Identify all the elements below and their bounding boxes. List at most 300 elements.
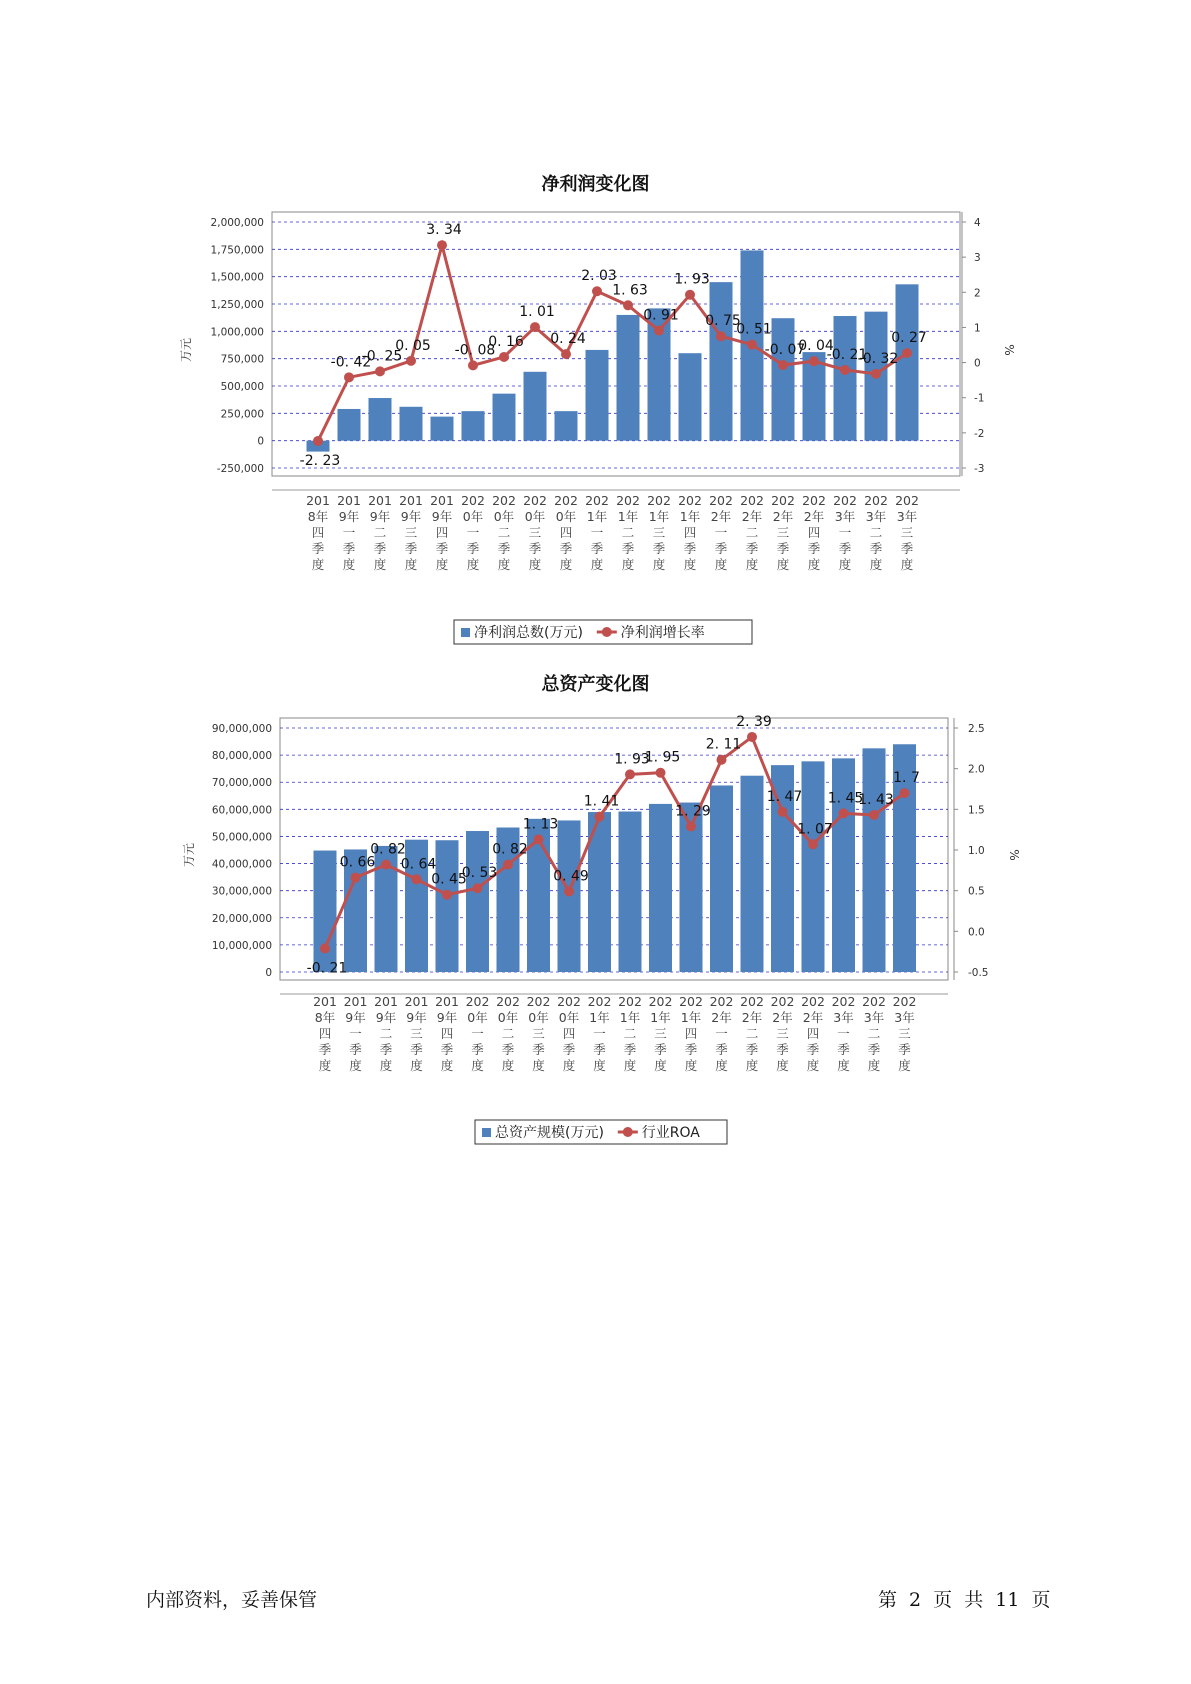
data-label: -2. 23 <box>299 452 341 469</box>
legend-bar-label: 总资产规模(万元) <box>495 1125 604 1141</box>
x-tick-label: 季 <box>714 541 728 556</box>
x-tick-label: 201 <box>313 994 337 1009</box>
x-tick-label: 202 <box>616 493 640 508</box>
y-tick-label: 0 <box>257 435 264 448</box>
x-tick-label: 度 <box>898 1058 911 1073</box>
y-tick-label: -250,000 <box>216 463 264 475</box>
x-tick-label: 季 <box>532 1042 545 1057</box>
bar <box>466 831 489 972</box>
data-label: 1. 47 <box>766 788 803 805</box>
x-tick-label: 季 <box>869 541 883 556</box>
x-tick-label: 202 <box>862 994 886 1009</box>
line-point <box>592 286 602 296</box>
x-tick-label: 2年 <box>772 509 794 524</box>
x-tick-label: 9年 <box>345 1010 366 1025</box>
x-tick-label: 四 <box>806 1026 820 1041</box>
data-label: 0. 82 <box>370 841 406 858</box>
y-tick-label: 1,500,000 <box>210 271 264 284</box>
net-profit-chart <box>0 160 1191 641</box>
x-tick-label: 度 <box>807 557 821 572</box>
x-tick-label: 一 <box>466 525 480 540</box>
x-tick-label: 202 <box>892 994 917 1009</box>
data-label: 1. 43 <box>858 792 894 809</box>
x-tick-label: 三 <box>654 1026 667 1041</box>
y-tick-label: 90,000,000 <box>211 723 272 735</box>
x-tick-label: 二 <box>379 1026 393 1041</box>
bar <box>863 748 886 972</box>
data-label: 1. 93 <box>614 751 650 768</box>
x-tick-label: 度 <box>684 1058 698 1073</box>
line-point <box>685 290 695 300</box>
bar <box>524 372 547 441</box>
x-tick-label: 季 <box>373 541 387 556</box>
x-tick-label: 9年 <box>431 509 453 524</box>
x-tick-label: 度 <box>900 557 914 572</box>
x-tick-label: 201 <box>435 994 459 1009</box>
bar <box>679 353 702 440</box>
line-point <box>840 365 850 375</box>
x-tick-label: 季 <box>318 1042 332 1057</box>
chart-title: 总资产变化图 <box>541 674 650 695</box>
x-tick-label: 0年 <box>467 1010 488 1025</box>
x-tick-label: 202 <box>496 994 520 1009</box>
data-label: 0. 45 <box>431 871 467 888</box>
x-tick-label: 季 <box>410 1042 423 1057</box>
x-tick-label: 202 <box>864 493 888 508</box>
x-tick-label: 季 <box>562 1042 576 1057</box>
x-tick-label: 季 <box>590 541 604 556</box>
bar <box>802 761 825 972</box>
y-tick-label: 1,250,000 <box>210 299 264 311</box>
y-tick-label: 70,000,000 <box>211 777 272 790</box>
data-label: 0. 91 <box>643 307 679 324</box>
x-tick-label: 202 <box>648 994 673 1009</box>
data-label: 3. 34 <box>426 222 462 239</box>
data-label: 0. 27 <box>891 330 927 347</box>
legend-bar-label: 净利润总数(万元) <box>474 625 583 641</box>
x-tick-label: 202 <box>831 994 856 1009</box>
x-tick-label: 2年 <box>710 509 732 524</box>
x-tick-label: 度 <box>410 1058 423 1073</box>
data-label: 0. 66 <box>339 854 376 871</box>
x-tick-label: 1年 <box>650 1010 671 1025</box>
x-tick-label: 202 <box>618 994 642 1009</box>
line-point <box>809 356 819 366</box>
x-tick-label: 1年 <box>617 509 639 524</box>
x-tick-label: 度 <box>867 1058 881 1073</box>
x-tick-label: 三 <box>776 1026 789 1041</box>
total-assets-chart <box>0 660 1191 1141</box>
line-point <box>716 331 726 341</box>
line-point <box>656 768 666 778</box>
line-point <box>595 812 605 822</box>
x-tick-label: 202 <box>523 493 547 508</box>
x-tick-label: 1年 <box>589 1010 610 1025</box>
x-tick-label: 度 <box>869 557 883 572</box>
x-tick-label: 季 <box>497 541 511 556</box>
y-tick-label: 60,000,000 <box>211 804 272 817</box>
x-tick-label: 9年 <box>338 509 360 524</box>
x-tick-label: 1年 <box>648 509 670 524</box>
x-tick-label: 202 <box>647 493 671 508</box>
x-tick-label: 0年 <box>524 509 546 524</box>
net-profit-chart-svg <box>0 200 1191 660</box>
x-tick-label: 202 <box>492 493 516 508</box>
x-tick-label: 季 <box>440 1042 454 1057</box>
x-tick-label: 9年 <box>406 1010 427 1025</box>
x-tick-label: 季 <box>471 1042 484 1057</box>
y-tick-label: 250,000 <box>220 408 264 421</box>
x-tick-label: 0年 <box>493 509 515 524</box>
x-tick-label: 度 <box>776 557 790 572</box>
y2-tick-label: 0 <box>974 357 981 370</box>
x-tick-label: 季 <box>559 541 573 556</box>
data-label: 0. 82 <box>492 841 528 858</box>
y2-axis-title: % <box>1007 849 1021 861</box>
x-tick-label: 度 <box>745 557 759 572</box>
data-label: -0. 42 <box>330 354 372 371</box>
line-point <box>320 943 330 953</box>
bar <box>619 812 642 972</box>
x-tick-label: 8年 <box>314 1010 336 1025</box>
y2-tick-label: -3 <box>974 463 985 475</box>
y-tick-label: 2,000,000 <box>210 217 264 229</box>
line-point <box>381 860 391 870</box>
line-point <box>778 360 788 370</box>
x-tick-label: 度 <box>471 1058 484 1073</box>
x-tick-label: 度 <box>562 1058 576 1073</box>
x-tick-label: 四 <box>435 525 449 540</box>
y2-tick-label: 4 <box>974 217 981 229</box>
x-tick-label: 一 <box>715 1026 728 1041</box>
x-tick-label: 二 <box>621 525 635 540</box>
legend-line-label: 行业ROA <box>641 1125 700 1141</box>
y-tick-label: 1,750,000 <box>210 244 264 257</box>
y2-tick-label: -0.5 <box>968 967 989 979</box>
line-point <box>778 807 788 817</box>
x-tick-label: 2年 <box>711 1010 732 1025</box>
x-tick-label: 201 <box>343 994 368 1009</box>
x-tick-label: 度 <box>715 1058 728 1073</box>
x-tick-label: 201 <box>337 493 361 508</box>
x-tick-label: 四 <box>559 525 573 540</box>
x-tick-label: 2年 <box>741 509 763 524</box>
legend <box>454 620 752 644</box>
line-point <box>499 352 509 362</box>
data-label: -0. 21 <box>826 346 868 363</box>
x-tick-label: 二 <box>867 1026 881 1041</box>
line-point <box>468 360 478 370</box>
x-tick-label: 2年 <box>772 1010 793 1025</box>
x-tick-label: 一 <box>714 525 728 540</box>
x-tick-label: 202 <box>709 493 733 508</box>
x-tick-label: 一 <box>593 1026 606 1041</box>
bar <box>436 840 459 972</box>
data-label: 0. 51 <box>736 321 772 338</box>
x-tick-label: 季 <box>898 1042 911 1057</box>
line-point <box>561 349 571 359</box>
x-tick-label: 201 <box>368 493 392 508</box>
bar <box>617 315 640 441</box>
x-tick-label: 9年 <box>400 509 422 524</box>
x-tick-label: 3年 <box>894 1010 915 1025</box>
x-tick-label: 二 <box>623 1026 637 1041</box>
line-point <box>747 340 757 350</box>
x-tick-label: 四 <box>311 525 325 540</box>
x-tick-label: 度 <box>318 1058 332 1073</box>
bar <box>741 776 764 972</box>
x-tick-label: 三 <box>528 525 542 540</box>
x-tick-label: 三 <box>652 525 666 540</box>
y-tick-label: 80,000,000 <box>211 750 272 763</box>
data-label: 1. 45 <box>827 790 864 807</box>
y2-tick-label: 2.0 <box>968 763 985 776</box>
data-label: -0. 08 <box>454 342 496 359</box>
bar <box>649 804 672 972</box>
legend-bar-swatch <box>482 1128 491 1137</box>
data-label: 2. 03 <box>581 268 617 285</box>
x-tick-label: 202 <box>461 493 485 508</box>
bar <box>493 394 516 441</box>
x-tick-label: 季 <box>528 541 542 556</box>
data-label: 1. 29 <box>675 803 711 820</box>
x-tick-label: 季 <box>900 541 914 556</box>
x-tick-label: 四 <box>562 1026 576 1041</box>
x-tick-label: 四 <box>440 1026 454 1041</box>
legend-line-label: 净利润增长率 <box>620 625 705 641</box>
x-tick-label: 季 <box>379 1042 393 1057</box>
data-label: 0. 16 <box>488 333 524 350</box>
x-tick-label: 季 <box>342 541 356 556</box>
x-tick-label: 度 <box>404 557 418 572</box>
data-label: 0. 75 <box>705 313 741 330</box>
bar <box>710 785 733 972</box>
x-tick-label: 度 <box>714 557 728 572</box>
x-tick-label: 季 <box>867 1042 881 1057</box>
x-tick-label: 度 <box>776 1058 789 1073</box>
y-tick-label: 30,000,000 <box>211 885 272 898</box>
line-point <box>747 732 757 742</box>
footer-page-number: 第 2 页 共 11 页 <box>878 1589 1051 1611</box>
data-label: 1. 63 <box>612 282 648 299</box>
bar <box>555 411 578 441</box>
x-tick-label: 度 <box>806 1058 820 1073</box>
line-point <box>344 372 354 382</box>
x-tick-label: 2年 <box>802 1010 824 1025</box>
x-tick-label: 3年 <box>896 509 918 524</box>
y2-tick-label: 1 <box>974 322 981 335</box>
bar <box>834 316 857 441</box>
bar <box>431 417 454 441</box>
x-tick-label: 季 <box>806 1042 820 1057</box>
y-tick-label: 50,000,000 <box>211 831 272 844</box>
x-tick-label: 季 <box>807 541 821 556</box>
x-tick-label: 二 <box>869 525 883 540</box>
x-tick-label: 季 <box>311 541 325 556</box>
y2-tick-label: -1 <box>974 392 985 405</box>
x-tick-label: 202 <box>801 994 825 1009</box>
bar <box>369 398 392 441</box>
x-tick-label: 9年 <box>436 1010 458 1025</box>
x-tick-label: 度 <box>373 557 387 572</box>
x-tick-label: 度 <box>349 1058 362 1073</box>
y-tick-label: 20,000,000 <box>211 912 272 925</box>
y2-axis-title: % <box>1002 344 1016 356</box>
x-tick-label: 9年 <box>369 509 391 524</box>
x-tick-label: 0年 <box>555 509 577 524</box>
x-tick-label: 度 <box>590 557 604 572</box>
line-point <box>902 348 912 358</box>
x-tick-label: 度 <box>745 1058 759 1073</box>
x-tick-label: 二 <box>745 525 759 540</box>
x-tick-label: 202 <box>554 493 578 508</box>
x-tick-label: 度 <box>440 1058 454 1073</box>
data-label: 0. 04 <box>798 338 834 355</box>
x-tick-label: 度 <box>559 557 573 572</box>
line-point <box>686 821 696 831</box>
line-point <box>351 873 361 883</box>
x-tick-label: 202 <box>587 994 612 1009</box>
data-label: 0. 24 <box>550 331 586 348</box>
data-label: 2. 39 <box>736 713 772 730</box>
x-tick-label: 度 <box>342 557 356 572</box>
bar <box>462 411 485 441</box>
bar <box>400 407 423 441</box>
x-tick-label: 0年 <box>462 509 484 524</box>
x-tick-label: 三 <box>900 525 914 540</box>
x-tick-label: 季 <box>837 1042 850 1057</box>
line-point <box>717 755 727 765</box>
x-tick-label: 一 <box>837 1026 850 1041</box>
x-tick-label: 0年 <box>528 1010 549 1025</box>
line-point <box>534 834 544 844</box>
x-tick-label: 季 <box>683 541 697 556</box>
x-tick-label: 三 <box>898 1026 911 1041</box>
x-tick-label: 202 <box>679 994 703 1009</box>
x-tick-label: 一 <box>590 525 604 540</box>
line-point <box>473 883 483 893</box>
x-tick-label: 202 <box>802 493 826 508</box>
x-tick-label: 三 <box>410 1026 423 1041</box>
data-label: 1. 7 <box>893 770 920 787</box>
x-tick-label: 202 <box>465 994 490 1009</box>
x-tick-label: 202 <box>833 493 857 508</box>
data-label: 1. 93 <box>674 271 710 288</box>
y-axis-title: 万元 <box>179 337 193 363</box>
bar <box>586 350 609 441</box>
x-tick-label: 202 <box>740 994 764 1009</box>
y-tick-label: 40,000,000 <box>211 858 272 871</box>
x-tick-label: 季 <box>838 541 852 556</box>
x-tick-label: 季 <box>466 541 480 556</box>
bar <box>338 409 361 441</box>
data-label: 1. 95 <box>644 749 681 766</box>
y2-tick-label: -2 <box>974 427 985 440</box>
x-tick-label: 度 <box>623 1058 637 1073</box>
line-point <box>869 810 879 820</box>
y-axis-title: 万元 <box>182 842 196 868</box>
x-tick-label: 度 <box>837 1058 850 1073</box>
x-tick-label: 一 <box>342 525 356 540</box>
x-tick-label: 季 <box>404 541 418 556</box>
data-label: -0. 32 <box>857 350 899 367</box>
x-tick-label: 202 <box>526 994 551 1009</box>
x-tick-label: 季 <box>776 541 790 556</box>
x-tick-label: 0年 <box>497 1010 519 1025</box>
data-label: 1. 41 <box>583 793 620 810</box>
x-tick-label: 度 <box>435 557 449 572</box>
x-tick-label: 一 <box>349 1026 362 1041</box>
x-tick-label: 度 <box>683 557 697 572</box>
x-tick-label: 度 <box>466 557 480 572</box>
x-tick-label: 季 <box>501 1042 515 1057</box>
y2-tick-label: 2.5 <box>968 723 985 735</box>
x-tick-label: 202 <box>709 994 734 1009</box>
line-point <box>808 839 818 849</box>
line-point <box>375 366 385 376</box>
x-tick-label: 201 <box>306 493 330 508</box>
x-tick-label: 季 <box>776 1042 789 1057</box>
x-tick-label: 1年 <box>679 509 701 524</box>
x-tick-label: 季 <box>623 1042 637 1057</box>
line-point <box>313 436 323 446</box>
x-tick-label: 201 <box>399 493 423 508</box>
x-tick-label: 度 <box>528 557 542 572</box>
x-tick-label: 四 <box>807 525 821 540</box>
legend-line-marker <box>623 1127 633 1137</box>
data-label: -0. 25 <box>361 348 403 365</box>
line-point <box>503 860 513 870</box>
x-tick-label: 季 <box>745 541 759 556</box>
line-point <box>406 356 416 366</box>
x-tick-label: 202 <box>740 493 764 508</box>
x-tick-label: 三 <box>532 1026 545 1041</box>
legend-bar-swatch <box>461 628 470 637</box>
line-point <box>437 240 447 250</box>
x-tick-label: 202 <box>585 493 609 508</box>
x-tick-label: 季 <box>593 1042 606 1057</box>
y2-tick-label: 3 <box>974 252 981 265</box>
y-tick-label: 500,000 <box>220 381 264 393</box>
x-tick-label: 二 <box>497 525 511 540</box>
line-point <box>623 300 633 310</box>
legend <box>475 1120 727 1144</box>
chart-title: 净利润变化图 <box>541 174 650 195</box>
x-tick-label: 3年 <box>863 1010 885 1025</box>
x-tick-label: 202 <box>770 994 795 1009</box>
y2-tick-label: 1.0 <box>968 845 985 857</box>
x-tick-label: 度 <box>311 557 325 572</box>
x-tick-label: 度 <box>838 557 852 572</box>
x-tick-label: 季 <box>715 1042 728 1057</box>
x-tick-label: 季 <box>652 541 666 556</box>
x-tick-label: 二 <box>501 1026 515 1041</box>
data-label: 0. 53 <box>461 865 498 882</box>
x-tick-label: 季 <box>684 1042 698 1057</box>
x-tick-label: 季 <box>349 1042 362 1057</box>
line-point <box>412 874 422 884</box>
bar <box>896 284 919 440</box>
x-tick-label: 度 <box>501 1058 515 1073</box>
line-point <box>530 322 540 332</box>
x-tick-label: 3年 <box>865 509 887 524</box>
x-tick-label: 一 <box>471 1026 484 1041</box>
line-point <box>871 369 881 379</box>
x-tick-label: 201 <box>430 493 454 508</box>
line-point <box>654 326 664 336</box>
legend-line-marker <box>602 627 612 637</box>
x-tick-label: 季 <box>654 1042 667 1057</box>
